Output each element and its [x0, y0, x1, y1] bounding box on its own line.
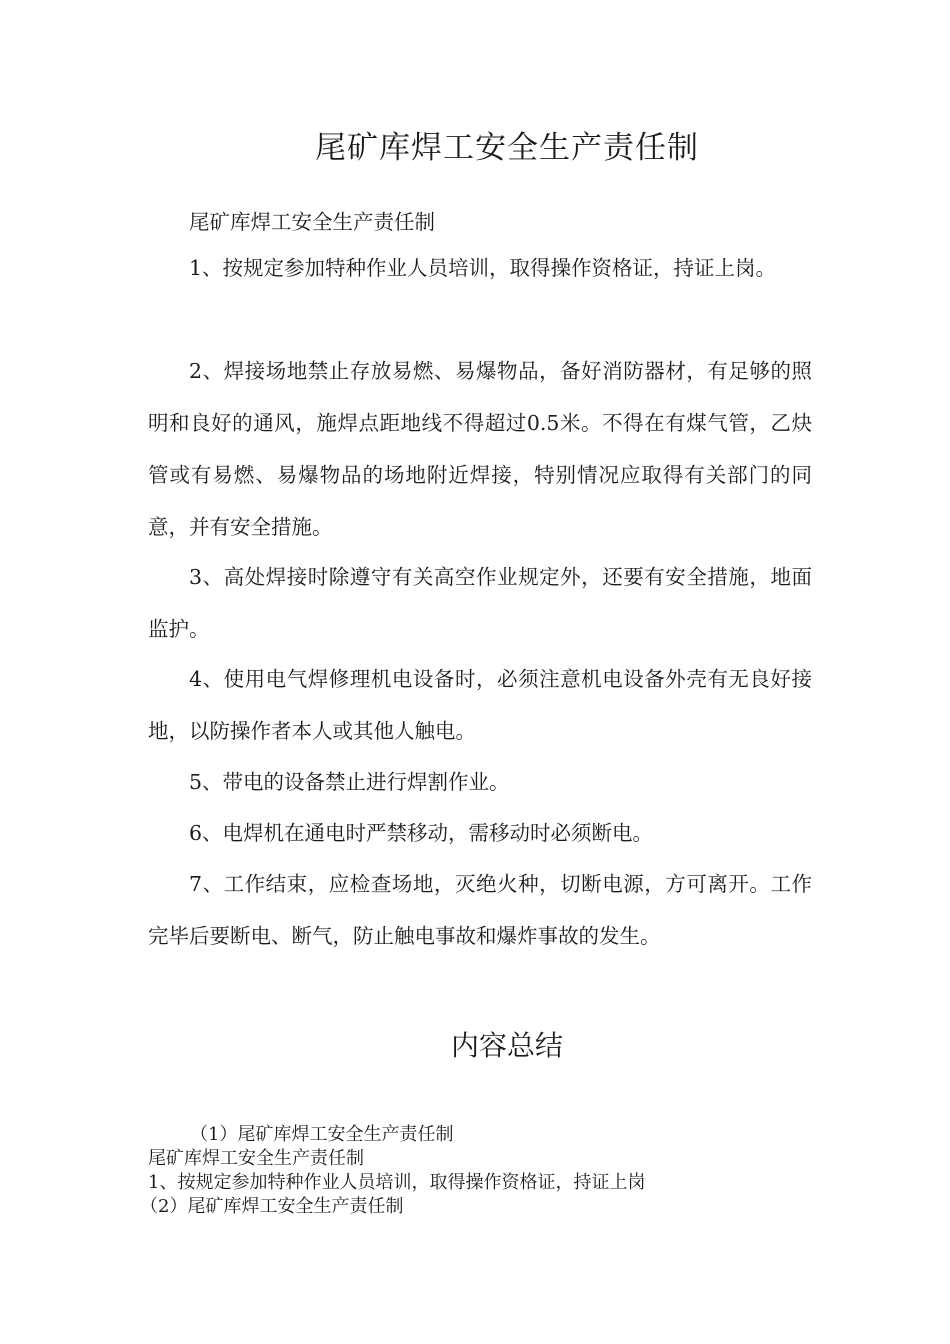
document-title: 尾矿库焊工安全生产责任制	[315, 130, 699, 166]
paragraph-heading: 尾矿库焊工安全生产责任制	[189, 210, 435, 234]
paragraph-item-1: 1、按规定参加特种作业人员培训，取得操作资格证，持证上岗。	[189, 256, 777, 280]
paragraph-item-7: 7、工作结束，应检查场地，灭绝火种，切断电源，方可离开。工作完毕后要断电、断气，防止触电事故和爆炸事故的发生。	[148, 872, 812, 948]
paragraph-item-2: 2、焊接场地禁止存放易燃、易爆物品，备好消防器材，有足够的照明和良好的通风，施焊点距地线不得超过0.5米。不得在有煤气管，乙炔管或有易燃、易爆物品的场地附近焊接，特别情况应取得有关部门的同意，并有安全措施。	[148, 359, 812, 539]
summary-line-3: 1、按规定参加特种作业人员培训，取得操作资格证，持证上岗	[148, 1172, 646, 1193]
paragraph-item-6: 6、电焊机在通电时严禁移动，需移动时必须断电。	[189, 821, 654, 845]
summary-line-1: （1）尾矿库焊工安全生产责任制	[190, 1124, 454, 1145]
summary-title: 内容总结	[450, 1029, 563, 1062]
paragraph-item-3: 3、高处焊接时除遵守有关高空作业规定外，还要有安全措施，地面监护。	[148, 565, 812, 641]
summary-line-4: （2）尾矿库焊工安全生产责任制	[140, 1196, 404, 1217]
summary-line-2: 尾矿库焊工安全生产责任制	[148, 1148, 364, 1169]
paragraph-item-5: 5、带电的设备禁止进行焊割作业。	[189, 770, 510, 794]
paragraph-item-4: 4、使用电气焊修理机电设备时，必须注意机电设备外壳有无良好接地，以防操作者本人或其他人触电。	[148, 667, 812, 743]
